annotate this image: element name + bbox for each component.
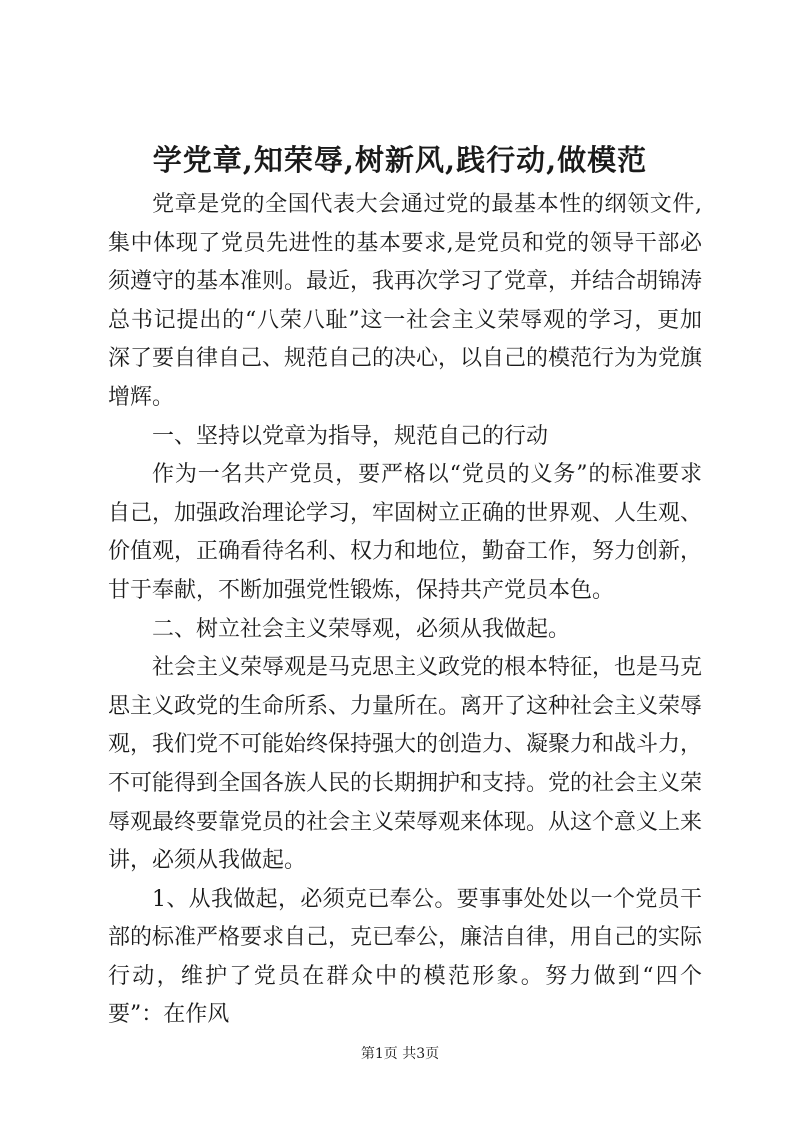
paragraph-section-2: 社会主义荣辱观是马克思主义政党的根本特征，也是马克思主义政党的生命所系、力量所在。离开了这种社会主义荣辱观，我们党不可能始终保持强大的创造力、凝聚力和战斗力，不可能得到全国各族人民的长期拥护和支持。党的社会主义荣辱观最终要靠党员的社会主义荣辱观来体现。从这个意义上来讲，必须从我做起。: [108, 655, 703, 874]
section-heading-1: 一、坚持以党章为指导，规范自己的行动: [152, 423, 549, 449]
document-title: 学党章,知荣辱,树新风,践行动,做模范: [152, 143, 648, 177]
section-heading-2: 二、树立社会主义荣辱观，必须从我做起。: [152, 616, 571, 642]
document-body: [108, 186, 702, 1035]
paragraph-item-1: 1、从我做起，必须克已奉公。要事事处处以一个党员干部的标准严格要求自己，克已奉公，廉洁自律，用自己的实际行动，维护了党员在群众中的模范形象。努力做到“四个要”：在作风: [108, 886, 703, 1028]
page-footer: 第1页 共3页: [360, 1046, 440, 1062]
paragraph-section-1: 作为一名共产党员，要严格以“党员的义务”的标准要求自己，加强政治理论学习，牢固树立正确的世界观、人生观、价值观，正确看待名利、权力和地位，勤奋工作，努力创新，甘于奉献，不断加强党性锻炼，保持共产党员本色。: [108, 462, 703, 603]
paragraph-intro: 党章是党的全国代表大会通过党的最基本性的纲领文件,集中体现了党员先进性的基本要求,是党员和党的领导干部必须遵守的基本准则。最近，我再次学习了党章，并结合胡锦涛总书记提出的“八荣八耻”这一社会主义荣辱观的学习，更加深了要自律自己、规范自己的决心，以自己的模范行为为党旗增辉。: [108, 192, 703, 410]
